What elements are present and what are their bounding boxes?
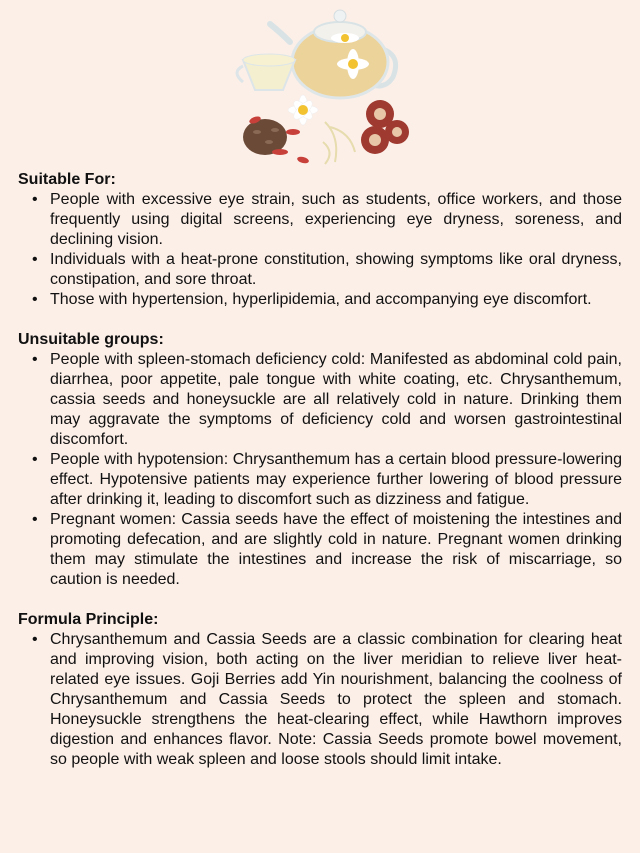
section-heading: Suitable For: <box>18 171 116 188</box>
herbal-tea-illustration <box>225 2 420 167</box>
list-item: • Individuals with a heat-prone constitution, showing symptoms like oral dryness, constipation, and sore throat. <box>50 250 622 290</box>
section-suitable-for <box>18 170 622 310</box>
section-heading: Formula Principle: <box>18 611 159 628</box>
bullet-list <box>18 630 622 770</box>
bullet-list <box>18 350 622 590</box>
list-item: • People with spleen-stomach deficiency cold: Manifested as abdominal cold pain, diarrhea, poor appetite, pale tongue with white coating, etc. Chrysanthemum, cassia seeds and honeysuckle are all relatively cold in nature. Drinking them may aggravate the symptoms of deficiency cold and worsen gastrointestinal discomfort. <box>50 350 622 450</box>
bullet-list <box>18 190 622 310</box>
tea-cup-icon <box>237 54 295 90</box>
article-content <box>18 170 622 790</box>
list-item: • People with excessive eye strain, such as students, office workers, and those frequently using digital screens, experiencing eye dryness, soreness, and declining vision. <box>50 190 622 250</box>
teapot-icon <box>270 10 396 98</box>
list-item: • People with hypotension: Chrysanthemum has a certain blood pressure-lowering effect. Hypotensive patients may experience further lowering of blood pressure after drinking it, leading to discomfort such as dizziness and fatigue. <box>50 450 622 510</box>
section-unsuitable-groups <box>18 330 622 590</box>
section-heading: Unsuitable groups: <box>18 331 164 348</box>
list-item: • Chrysanthemum and Cassia Seeds are a classic combination for clearing heat and improving vision, both acting on the liver meridian to relieve liver heat-related eye issues. Goji Berries add Yin nourishment, balancing the coolness of Chrysanthemum and Cassia Seeds to protect the spleen and stomach. Honeysuckle strengthens the heat-clearing effect, while Hawthorn improves digestion and enhances flavor. Note: Cassia Seeds promote bowel movement, so people with weak spleen and loose stools should limit intake. <box>50 630 622 770</box>
list-item: • Those with hypertension, hyperlipidemia, and accompanying eye discomfort. <box>50 290 622 310</box>
hawthorn-slices-icon <box>361 100 409 154</box>
honeysuckle-icon <box>323 122 355 164</box>
section-formula-principle <box>18 610 622 770</box>
chrysanthemum-icon <box>288 95 318 125</box>
list-item: • Pregnant women: Cassia seeds have the effect of moistening the intestines and promoting defecation, and are slightly cold in nature. Pregnant women drinking them may stimulate the intestines and increase the risk of miscarriage, so caution is needed. <box>50 510 622 590</box>
